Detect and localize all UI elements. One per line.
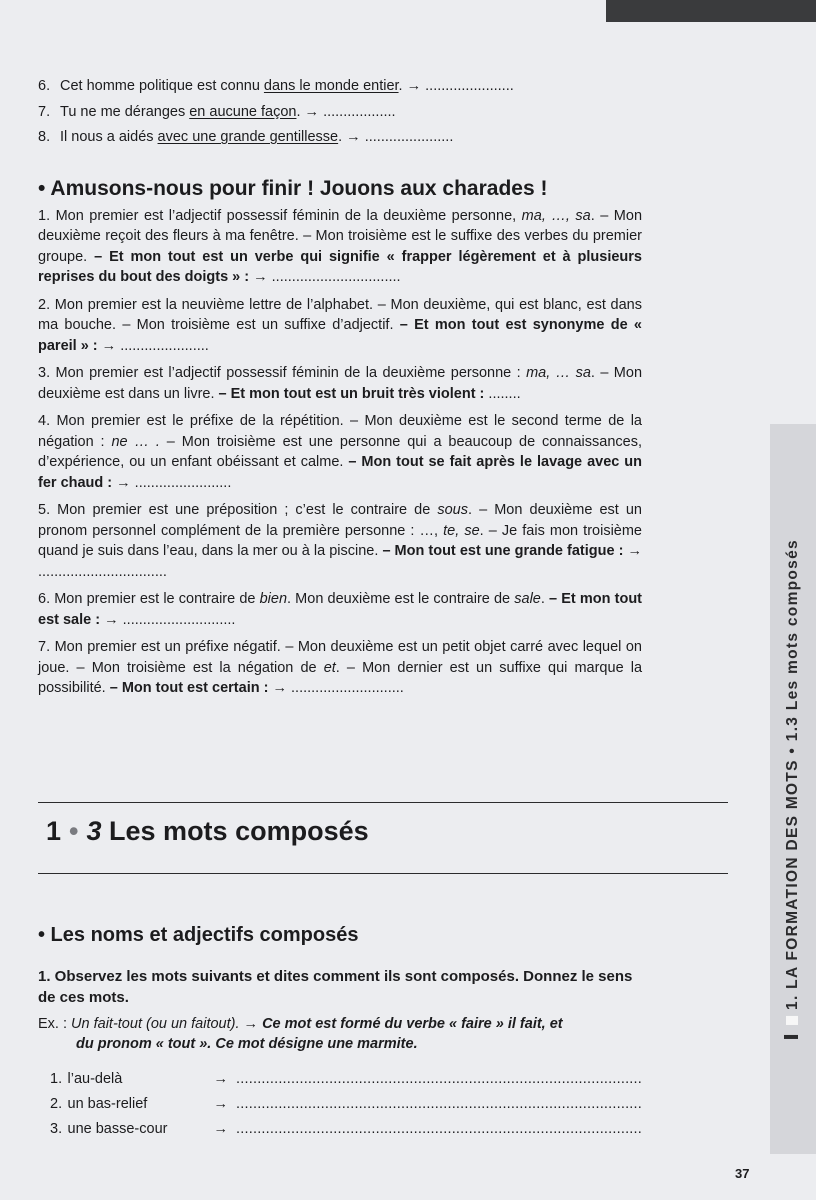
- charade-text: → ......................: [97, 337, 209, 354]
- item-number: 7.: [38, 103, 51, 120]
- side-tab-part2: 1.3 Les mots composés: [784, 539, 801, 742]
- page-content: [38, 76, 642, 706]
- side-tab-part1: 1. LA FORMATION DES MOTS: [784, 759, 801, 1010]
- compound-word: l’au-delà: [67, 1070, 123, 1087]
- charade-text: sale: [514, 591, 541, 607]
- side-tab-text: [784, 539, 802, 1039]
- exercise-item: [38, 127, 642, 148]
- exercise-tail: [38, 76, 642, 148]
- charade-text: → ........................: [112, 474, 232, 491]
- answer-blank: ................................................................................................: [236, 1070, 642, 1087]
- item-arrow: . →: [398, 78, 426, 94]
- charade-text: → ................................: [249, 269, 401, 285]
- charade-text: . – Mon deuxième est un pronom personnel complément de la première personne : …,: [38, 502, 642, 539]
- item-underlined: en aucune façon: [189, 103, 297, 120]
- charade-item: [38, 411, 642, 493]
- charade-text: . – Je fais mon troisième quand je suis dans l’eau, dans la mer ou à la piscine.: [38, 522, 642, 559]
- charade-text: 5. Mon premier est une préposition ; c’est le contraire de: [38, 502, 438, 518]
- charade-text: 1. Mon premier est l’adjectif possessif féminin de la deuxième personne,: [38, 207, 522, 224]
- charade-text: 4. Mon premier est le préfixe de la répétition. – Mon deuxième est le second terme de la négation :: [38, 413, 642, 450]
- charades-heading: • Amusons-nous pour finir ! Jouons aux charades !: [38, 176, 548, 200]
- example-arrow: →: [239, 1016, 263, 1032]
- charade-text: ma, … sa: [526, 365, 591, 381]
- word-row: [38, 1116, 642, 1141]
- charade-text: . – Mon deuxième reçoit des fleurs à ma fenêtre. – Mon troisième est le suffixe des verbes du premier groupe.: [38, 207, 643, 265]
- chapter-dot: •: [69, 816, 79, 846]
- charade-item: [38, 589, 642, 630]
- chapter-title-text: Les mots composés: [109, 816, 369, 846]
- word-arrow: →: [213, 1120, 229, 1137]
- word-arrow: →: [213, 1095, 229, 1112]
- exercise-example: [38, 1014, 642, 1054]
- item-arrow: . →: [338, 129, 365, 145]
- compound-word: une basse-cour: [67, 1120, 168, 1137]
- example-answer-1: Ce mot est formé du verbe « faire » il fait, et: [262, 1016, 563, 1032]
- word-number: 3.: [50, 1120, 63, 1137]
- charade-text: ma, …, sa: [521, 207, 591, 224]
- charade-text: . – Mon dernier est un suffixe qui marque la possibilité.: [38, 659, 643, 696]
- chapter-rule-bottom: [38, 873, 728, 874]
- charade-text: 7. Mon premier est un préfixe négatif. – Mon deuxième est un petit objet carré avec lequel on joue. – Mon troisième est la négation de: [38, 639, 642, 676]
- answer-blank: ................................................................................................: [236, 1120, 642, 1137]
- exercise-item: [38, 76, 642, 97]
- side-tab: [770, 424, 816, 1154]
- word-number: 1.: [50, 1070, 63, 1087]
- exercise-question: 1. Observez les mots suivants et dites comment ils sont composés. Donnez le sens de ces mots.: [38, 968, 633, 1006]
- charade-text: – Et mon tout est synonyme de « pareil » :: [38, 317, 642, 354]
- charade-item: [38, 500, 642, 582]
- charade-item: [38, 295, 642, 357]
- item-number: 6.: [38, 78, 51, 94]
- example-answer-2: du pronom « tout ». Ce mot désigne une marmite.: [76, 1036, 418, 1052]
- item-text: Cet homme politique est connu: [60, 78, 264, 94]
- word-number: 2.: [50, 1095, 63, 1112]
- charade-text: – Mon tout est certain :: [109, 680, 269, 696]
- charade-text: .: [540, 591, 550, 607]
- charade-item: [38, 637, 642, 699]
- charade-text: – Et mon tout est un bruit très violent :: [218, 385, 485, 402]
- word-row: [38, 1091, 642, 1116]
- item-underlined: dans le monde entier: [263, 78, 399, 94]
- answer-blank: ..................: [323, 103, 396, 120]
- charade-text: sous: [437, 502, 468, 518]
- exercise-1: [38, 966, 642, 1141]
- charade-text: – Et mon tout est sale :: [38, 591, 643, 628]
- example-prefix: Ex. :: [38, 1016, 72, 1032]
- item-number: 8.: [38, 129, 51, 145]
- item-text: Il nous a aidés: [60, 129, 158, 145]
- answer-blank: ................................................................................................: [236, 1095, 642, 1112]
- top-dark-band: [606, 0, 816, 22]
- page-number: 37: [735, 1166, 750, 1181]
- charade-item: [38, 206, 642, 288]
- charade-text: ne … .: [111, 433, 160, 450]
- chapter-number-1: 1: [46, 816, 62, 846]
- charade-text: → ............................: [268, 680, 404, 696]
- charade-text: – Mon tout est une grande fatigue :: [382, 543, 624, 559]
- charade-text: – Mon tout se fait après le lavage avec un fer chaud :: [38, 454, 642, 491]
- side-tab-bar: [784, 1035, 798, 1039]
- compound-word: un bas-relief: [67, 1095, 148, 1112]
- charade-text: 6. Mon premier est le contraire de: [38, 591, 260, 607]
- charade-text: ........: [484, 385, 521, 402]
- charade-text: – Mon troisième est une personne qui a beaucoup de connaissances, d’expérience, ou un enfant obéissant et calme.: [38, 433, 642, 470]
- chapter-rule-top: [38, 802, 728, 803]
- item-arrow: . →: [296, 103, 324, 120]
- answer-blank: ......................: [364, 129, 454, 145]
- charade-text: → ............................: [100, 611, 236, 628]
- word-row: [38, 1066, 642, 1091]
- word-list: [38, 1066, 642, 1141]
- subsection-title: • Les noms et adjectifs composés: [38, 924, 359, 946]
- side-tab-square: [786, 1016, 798, 1025]
- charade-text: bien: [259, 591, 288, 607]
- example-word: Un fait-tout (ou un faitout).: [71, 1016, 240, 1032]
- charade-text: te, se: [443, 522, 480, 539]
- chapter-number-3: 3: [86, 816, 102, 846]
- word-arrow: →: [213, 1070, 229, 1087]
- charade-text: . Mon deuxième est le contraire de: [287, 591, 515, 607]
- charade-text: → ................................: [38, 543, 643, 580]
- charade-text: – Et mon tout est un verbe qui signifie « frapper légèrement et à plusieurs reprises du bout des doigts » :: [38, 248, 642, 285]
- charade-item: [38, 363, 642, 404]
- charades-list: [38, 206, 642, 699]
- exercise-item: [38, 102, 642, 123]
- charade-text: . – Mon deuxième est dans un livre.: [38, 365, 643, 402]
- item-underlined: avec une grande gentillesse: [157, 129, 339, 145]
- answer-blank: ......................: [425, 78, 514, 94]
- charade-text: et: [323, 659, 336, 676]
- charade-text: 3. Mon premier est l’adjectif possessif féminin de la deuxième personne :: [38, 365, 527, 381]
- item-text: Tu ne me déranges: [60, 103, 190, 120]
- chapter-title: [46, 816, 369, 847]
- side-tab-sep: •: [784, 746, 801, 754]
- charade-text: 2. Mon premier est la neuvième lettre de l’alphabet. – Mon deuxième, qui est blanc, est dans ma bouche. – Mon troisième est un suffixe d’adjectif.: [38, 296, 642, 333]
